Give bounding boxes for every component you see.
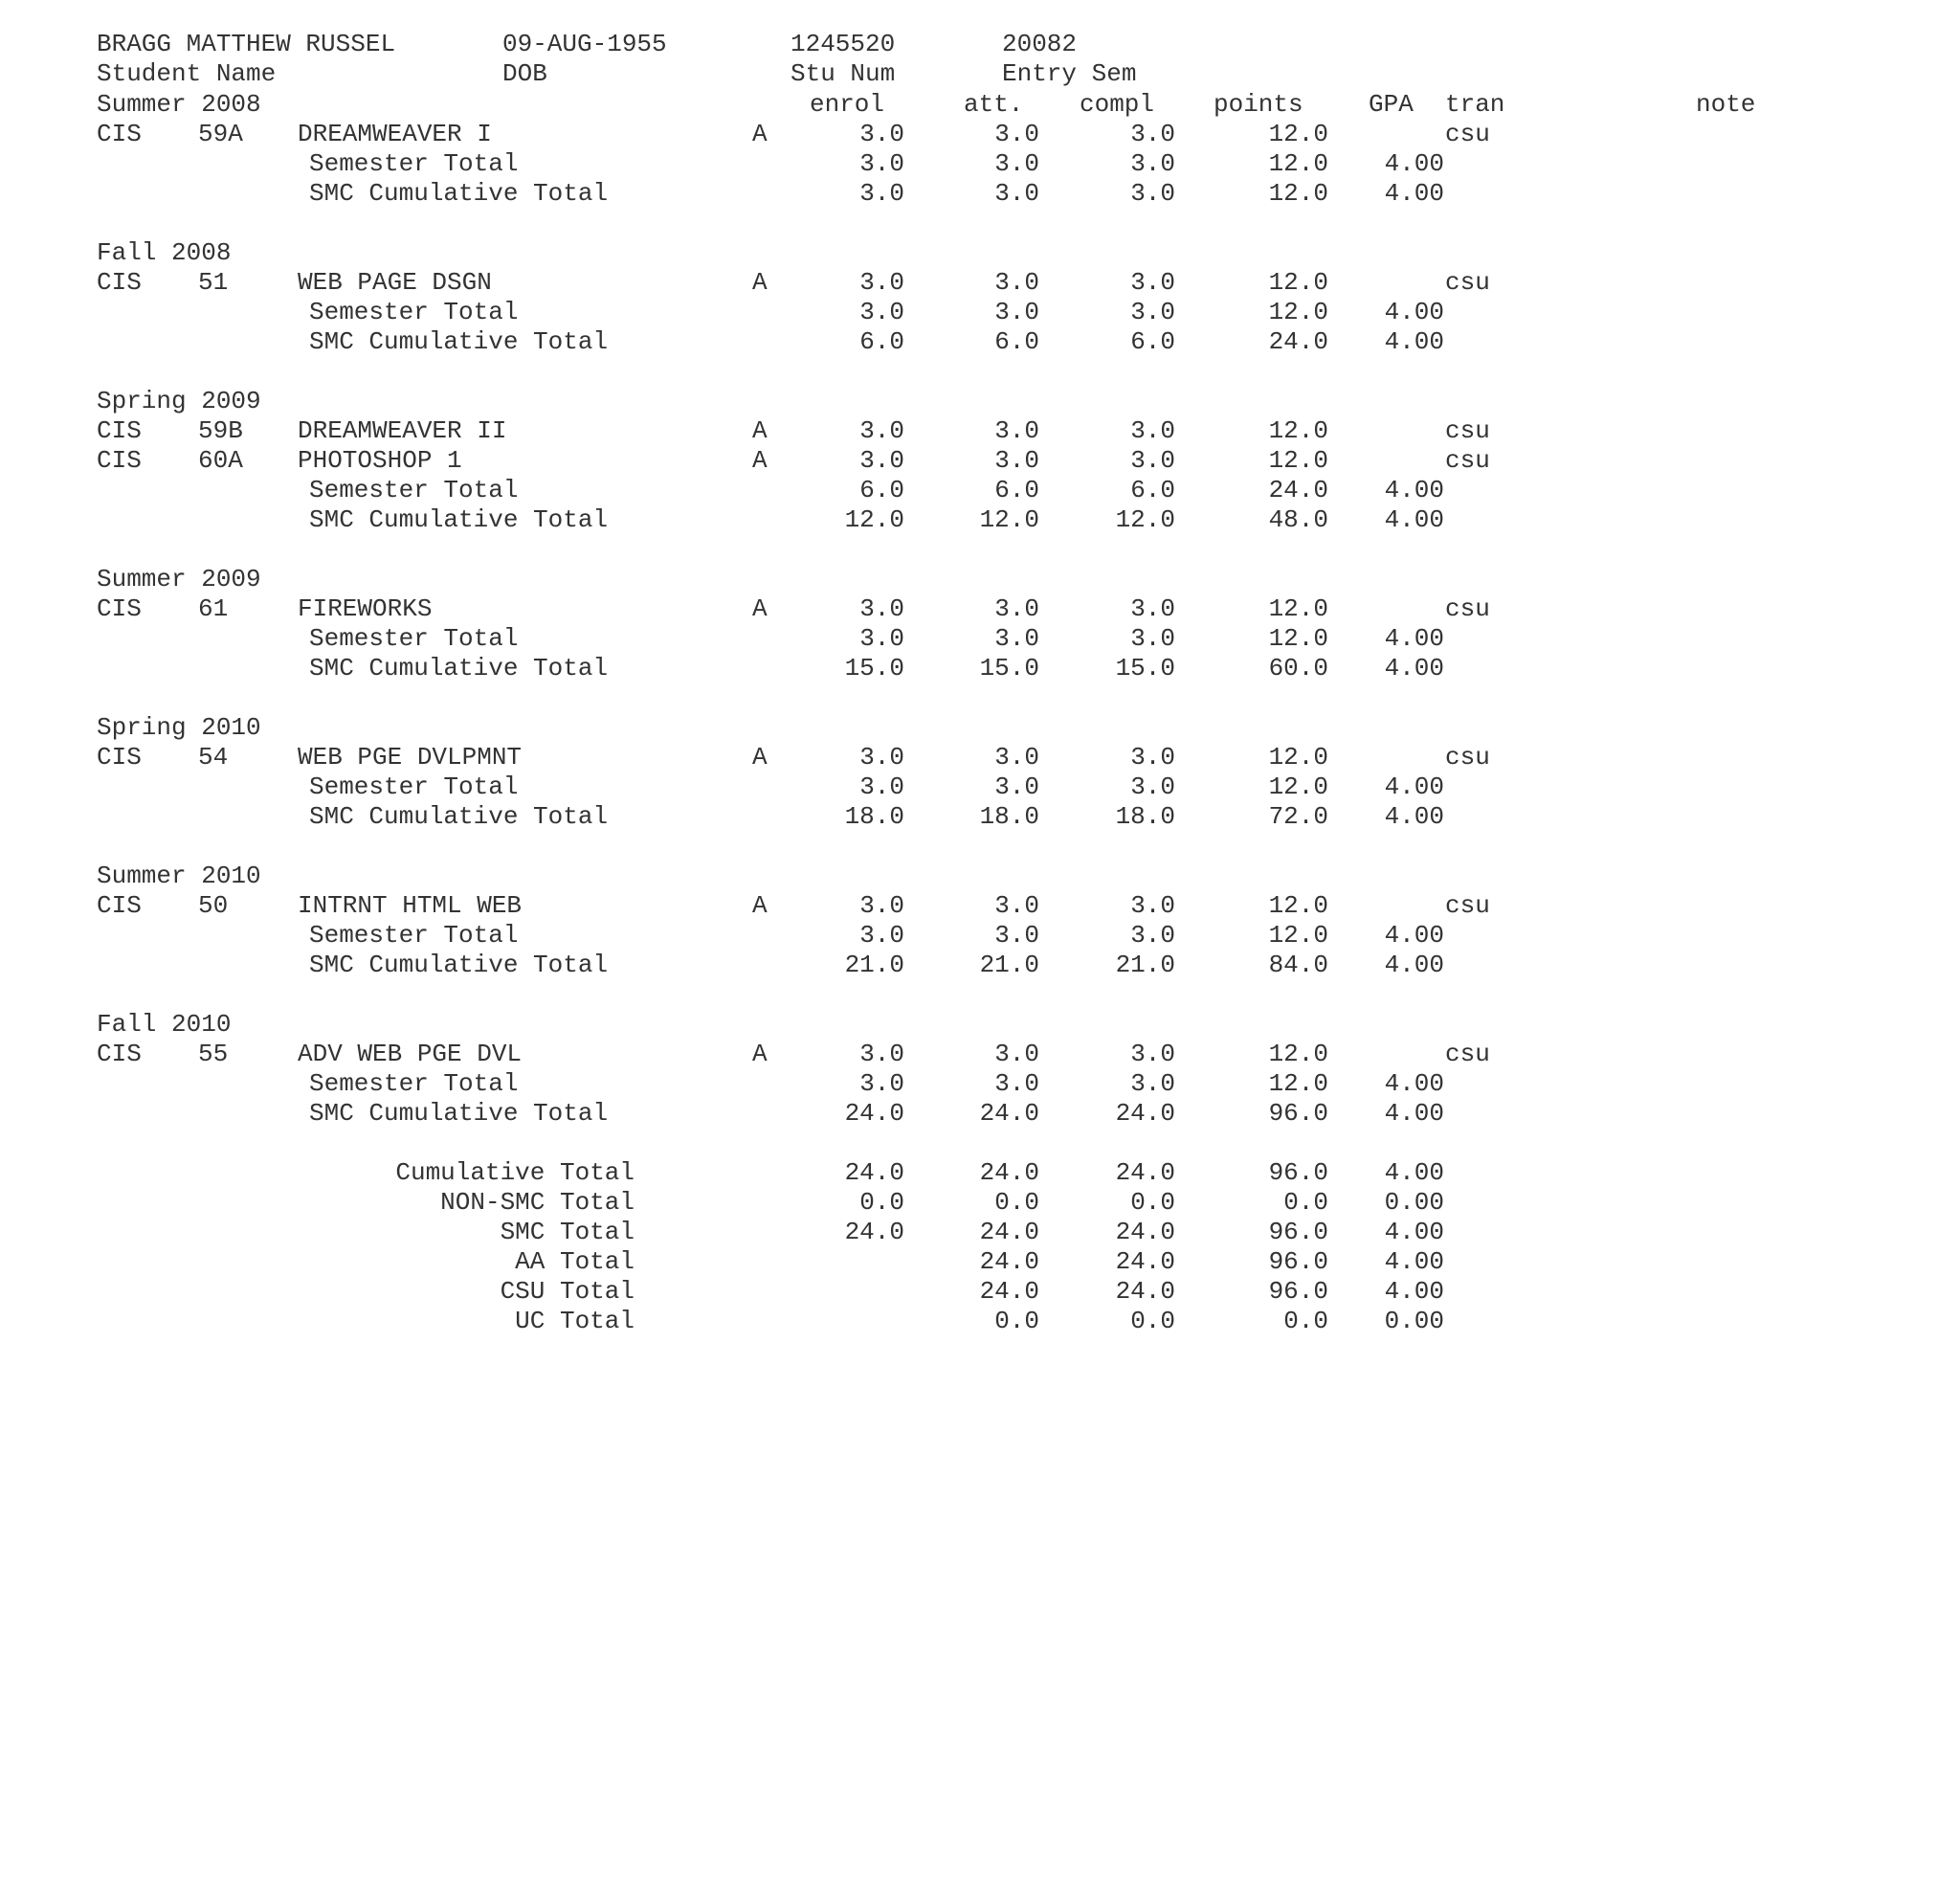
col-header-tran: tran bbox=[1445, 90, 1505, 119]
course-transfer: csu bbox=[1445, 594, 1490, 623]
entry-sem-value: 20082 bbox=[1002, 30, 1078, 58]
semester-total-gpa: 4.00 bbox=[1384, 149, 1444, 178]
semester-total-gpa: 4.00 bbox=[1384, 298, 1444, 326]
course-grade: A bbox=[752, 446, 768, 475]
course-number: 59B bbox=[198, 416, 243, 445]
semester-total-label: Semester Total bbox=[309, 772, 519, 801]
semester-total-label: Semester Total bbox=[309, 149, 519, 178]
course-points: 12.0 bbox=[1268, 416, 1328, 445]
dob-label: DOB bbox=[502, 59, 547, 88]
summary-att: 24.0 bbox=[979, 1277, 1039, 1306]
course-dept: CIS bbox=[97, 268, 142, 297]
cumulative-total-gpa: 4.00 bbox=[1384, 654, 1444, 683]
semester-term-label: Summer 2009 bbox=[97, 565, 261, 593]
summary-gpa: 0.00 bbox=[1384, 1307, 1444, 1335]
semester-total-compl: 3.0 bbox=[1130, 921, 1175, 950]
summary-att: 24.0 bbox=[979, 1218, 1039, 1246]
course-att: 3.0 bbox=[994, 743, 1039, 772]
semester-total-enrol: 3.0 bbox=[859, 298, 904, 326]
entry-sem-label: Entry Sem bbox=[1002, 59, 1137, 88]
cumulative-total-label: SMC Cumulative Total bbox=[309, 327, 609, 356]
course-compl: 3.0 bbox=[1130, 891, 1175, 920]
semester-term-label: Fall 2008 bbox=[97, 238, 232, 267]
semester-total-enrol: 3.0 bbox=[859, 149, 904, 178]
semester-total-enrol: 3.0 bbox=[859, 1069, 904, 1098]
col-header-note: note bbox=[1696, 90, 1756, 119]
course-title: WEB PGE DVLPMNT bbox=[298, 743, 523, 772]
course-compl: 3.0 bbox=[1130, 1040, 1175, 1068]
semester-total-enrol: 6.0 bbox=[859, 476, 904, 504]
summary-enrol: 24.0 bbox=[844, 1218, 904, 1246]
cumulative-total-compl: 12.0 bbox=[1115, 505, 1175, 534]
semester-total-att: 3.0 bbox=[994, 149, 1039, 178]
cumulative-total-points: 96.0 bbox=[1268, 1099, 1328, 1128]
cumulative-total-compl: 18.0 bbox=[1115, 802, 1175, 831]
cumulative-total-enrol: 24.0 bbox=[844, 1099, 904, 1128]
cumulative-total-points: 60.0 bbox=[1268, 654, 1328, 683]
cumulative-total-gpa: 4.00 bbox=[1384, 505, 1444, 534]
cumulative-total-att: 3.0 bbox=[994, 179, 1039, 208]
course-grade: A bbox=[752, 594, 768, 623]
course-grade: A bbox=[752, 120, 768, 148]
course-att: 3.0 bbox=[994, 891, 1039, 920]
semester-total-att: 3.0 bbox=[994, 772, 1039, 801]
cumulative-total-compl: 21.0 bbox=[1115, 951, 1175, 979]
summary-label: Cumulative Total bbox=[395, 1158, 635, 1187]
semester-total-att: 3.0 bbox=[994, 921, 1039, 950]
course-grade: A bbox=[752, 416, 768, 445]
summary-att: 0.0 bbox=[994, 1307, 1039, 1335]
course-dept: CIS bbox=[97, 743, 142, 772]
course-title: INTRNT HTML WEB bbox=[298, 891, 523, 920]
semester-total-enrol: 3.0 bbox=[859, 772, 904, 801]
course-points: 12.0 bbox=[1268, 594, 1328, 623]
cumulative-total-gpa: 4.00 bbox=[1384, 1099, 1444, 1128]
course-points: 12.0 bbox=[1268, 1040, 1328, 1068]
cumulative-total-points: 84.0 bbox=[1268, 951, 1328, 979]
course-title: FIREWORKS bbox=[298, 594, 433, 623]
course-enrol: 3.0 bbox=[859, 268, 904, 297]
student-name-label: Student Name bbox=[97, 59, 277, 88]
course-number: 54 bbox=[198, 743, 229, 772]
cumulative-total-enrol: 18.0 bbox=[844, 802, 904, 831]
semester-total-points: 12.0 bbox=[1268, 624, 1328, 653]
summary-points: 0.0 bbox=[1283, 1188, 1328, 1217]
col-header-compl: compl bbox=[1080, 90, 1155, 119]
summary-compl: 0.0 bbox=[1130, 1307, 1175, 1335]
summary-compl: 24.0 bbox=[1115, 1247, 1175, 1276]
semester-total-compl: 3.0 bbox=[1130, 149, 1175, 178]
cumulative-total-enrol: 6.0 bbox=[859, 327, 904, 356]
col-header-points: points bbox=[1214, 90, 1303, 119]
cumulative-total-compl: 24.0 bbox=[1115, 1099, 1175, 1128]
course-att: 3.0 bbox=[994, 1040, 1039, 1068]
cumulative-total-label: SMC Cumulative Total bbox=[309, 654, 609, 683]
cumulative-total-label: SMC Cumulative Total bbox=[309, 1099, 609, 1128]
semester-total-points: 12.0 bbox=[1268, 298, 1328, 326]
cumulative-total-points: 72.0 bbox=[1268, 802, 1328, 831]
summary-att: 24.0 bbox=[979, 1247, 1039, 1276]
course-enrol: 3.0 bbox=[859, 446, 904, 475]
cumulative-total-points: 48.0 bbox=[1268, 505, 1328, 534]
cumulative-total-compl: 6.0 bbox=[1130, 327, 1175, 356]
summary-enrol: 24.0 bbox=[844, 1158, 904, 1187]
semester-total-enrol: 3.0 bbox=[859, 921, 904, 950]
col-header-gpa: GPA bbox=[1369, 90, 1414, 119]
course-dept: CIS bbox=[97, 1040, 142, 1068]
col-header-att: att. bbox=[964, 90, 1024, 119]
cumulative-total-att: 24.0 bbox=[979, 1099, 1039, 1128]
course-transfer: csu bbox=[1445, 743, 1490, 772]
cumulative-total-label: SMC Cumulative Total bbox=[309, 179, 609, 208]
semester-total-label: Semester Total bbox=[309, 476, 519, 504]
dob-value: 09-AUG-1955 bbox=[502, 30, 667, 58]
course-dept: CIS bbox=[97, 416, 142, 445]
semester-total-compl: 3.0 bbox=[1130, 298, 1175, 326]
summary-att: 24.0 bbox=[979, 1158, 1039, 1187]
course-grade: A bbox=[752, 891, 768, 920]
course-points: 12.0 bbox=[1268, 891, 1328, 920]
course-transfer: csu bbox=[1445, 120, 1490, 148]
course-dept: CIS bbox=[97, 446, 142, 475]
course-enrol: 3.0 bbox=[859, 120, 904, 148]
cumulative-total-att: 21.0 bbox=[979, 951, 1039, 979]
summary-gpa: 4.00 bbox=[1384, 1277, 1444, 1306]
course-number: 51 bbox=[198, 268, 229, 297]
summary-points: 96.0 bbox=[1268, 1158, 1328, 1187]
course-att: 3.0 bbox=[994, 416, 1039, 445]
course-number: 50 bbox=[198, 891, 229, 920]
course-title: PHOTOSHOP 1 bbox=[298, 446, 462, 475]
semester-total-att: 3.0 bbox=[994, 1069, 1039, 1098]
course-grade: A bbox=[752, 268, 768, 297]
course-compl: 3.0 bbox=[1130, 446, 1175, 475]
course-enrol: 3.0 bbox=[859, 1040, 904, 1068]
course-number: 55 bbox=[198, 1040, 229, 1068]
cumulative-total-att: 6.0 bbox=[994, 327, 1039, 356]
col-header-enrol: enrol bbox=[810, 90, 885, 119]
cumulative-total-gpa: 4.00 bbox=[1384, 951, 1444, 979]
semester-term-label: Spring 2010 bbox=[97, 713, 261, 742]
summary-label: NON-SMC Total bbox=[440, 1188, 635, 1217]
semester-total-label: Semester Total bbox=[309, 624, 519, 653]
cumulative-total-label: SMC Cumulative Total bbox=[309, 951, 609, 979]
semester-total-att: 6.0 bbox=[994, 476, 1039, 504]
course-number: 60A bbox=[198, 446, 243, 475]
cumulative-total-att: 12.0 bbox=[979, 505, 1039, 534]
course-number: 61 bbox=[198, 594, 229, 623]
course-enrol: 3.0 bbox=[859, 743, 904, 772]
semester-term-label: Fall 2010 bbox=[97, 1010, 232, 1039]
semester-total-points: 24.0 bbox=[1268, 476, 1328, 504]
course-compl: 3.0 bbox=[1130, 416, 1175, 445]
course-dept: CIS bbox=[97, 891, 142, 920]
semester-total-label: Semester Total bbox=[309, 921, 519, 950]
cumulative-total-enrol: 12.0 bbox=[844, 505, 904, 534]
course-grade: A bbox=[752, 743, 768, 772]
semester-term-label: Spring 2009 bbox=[97, 387, 261, 415]
summary-label: SMC Total bbox=[500, 1218, 635, 1246]
cumulative-total-gpa: 4.00 bbox=[1384, 327, 1444, 356]
course-att: 3.0 bbox=[994, 120, 1039, 148]
course-points: 12.0 bbox=[1268, 120, 1328, 148]
summary-points: 96.0 bbox=[1268, 1247, 1328, 1276]
course-dept: CIS bbox=[97, 120, 142, 148]
summary-label: UC Total bbox=[515, 1307, 635, 1335]
cumulative-total-gpa: 4.00 bbox=[1384, 179, 1444, 208]
cumulative-total-compl: 15.0 bbox=[1115, 654, 1175, 683]
semester-total-compl: 3.0 bbox=[1130, 772, 1175, 801]
summary-points: 96.0 bbox=[1268, 1277, 1328, 1306]
semester-total-att: 3.0 bbox=[994, 624, 1039, 653]
semester-total-points: 12.0 bbox=[1268, 772, 1328, 801]
stu-num-value: 1245520 bbox=[791, 30, 896, 58]
cumulative-total-gpa: 4.00 bbox=[1384, 802, 1444, 831]
summary-points: 96.0 bbox=[1268, 1218, 1328, 1246]
cumulative-total-att: 15.0 bbox=[979, 654, 1039, 683]
course-compl: 3.0 bbox=[1130, 594, 1175, 623]
course-enrol: 3.0 bbox=[859, 594, 904, 623]
cumulative-total-label: SMC Cumulative Total bbox=[309, 802, 609, 831]
cumulative-total-compl: 3.0 bbox=[1130, 179, 1175, 208]
semester-total-points: 12.0 bbox=[1268, 149, 1328, 178]
student-name-value: BRAGG MATTHEW RUSSEL bbox=[97, 30, 396, 58]
course-title: ADV WEB PGE DVL bbox=[298, 1040, 523, 1068]
semester-total-gpa: 4.00 bbox=[1384, 624, 1444, 653]
course-compl: 3.0 bbox=[1130, 743, 1175, 772]
semester-total-gpa: 4.00 bbox=[1384, 772, 1444, 801]
course-title: DREAMWEAVER I bbox=[298, 120, 492, 148]
summary-compl: 0.0 bbox=[1130, 1188, 1175, 1217]
course-transfer: csu bbox=[1445, 891, 1490, 920]
semester-total-gpa: 4.00 bbox=[1384, 476, 1444, 504]
semester-total-points: 12.0 bbox=[1268, 1069, 1328, 1098]
semester-total-label: Semester Total bbox=[309, 1069, 519, 1098]
cumulative-total-enrol: 3.0 bbox=[859, 179, 904, 208]
course-number: 59A bbox=[198, 120, 243, 148]
summary-gpa: 4.00 bbox=[1384, 1158, 1444, 1187]
course-enrol: 3.0 bbox=[859, 416, 904, 445]
cumulative-total-att: 18.0 bbox=[979, 802, 1039, 831]
semester-total-att: 3.0 bbox=[994, 298, 1039, 326]
cumulative-total-enrol: 15.0 bbox=[844, 654, 904, 683]
summary-gpa: 4.00 bbox=[1384, 1218, 1444, 1246]
semester-total-points: 12.0 bbox=[1268, 921, 1328, 950]
summary-att: 0.0 bbox=[994, 1188, 1039, 1217]
summary-gpa: 4.00 bbox=[1384, 1247, 1444, 1276]
cumulative-total-enrol: 21.0 bbox=[844, 951, 904, 979]
summary-enrol: 0.0 bbox=[859, 1188, 904, 1217]
semester-total-gpa: 4.00 bbox=[1384, 1069, 1444, 1098]
cumulative-total-points: 24.0 bbox=[1268, 327, 1328, 356]
course-transfer: csu bbox=[1445, 268, 1490, 297]
course-points: 12.0 bbox=[1268, 268, 1328, 297]
course-transfer: csu bbox=[1445, 446, 1490, 475]
cumulative-total-label: SMC Cumulative Total bbox=[309, 505, 609, 534]
course-grade: A bbox=[752, 1040, 768, 1068]
course-att: 3.0 bbox=[994, 446, 1039, 475]
semester-total-compl: 3.0 bbox=[1130, 1069, 1175, 1098]
course-dept: CIS bbox=[97, 594, 142, 623]
course-transfer: csu bbox=[1445, 1040, 1490, 1068]
cumulative-total-points: 12.0 bbox=[1268, 179, 1328, 208]
course-points: 12.0 bbox=[1268, 446, 1328, 475]
course-title: DREAMWEAVER II bbox=[298, 416, 507, 445]
summary-compl: 24.0 bbox=[1115, 1277, 1175, 1306]
course-att: 3.0 bbox=[994, 268, 1039, 297]
course-points: 12.0 bbox=[1268, 743, 1328, 772]
summary-label: CSU Total bbox=[500, 1277, 635, 1306]
semester-total-compl: 6.0 bbox=[1130, 476, 1175, 504]
stu-num-label: Stu Num bbox=[791, 59, 896, 88]
course-att: 3.0 bbox=[994, 594, 1039, 623]
summary-label: AA Total bbox=[515, 1247, 635, 1276]
semester-total-gpa: 4.00 bbox=[1384, 921, 1444, 950]
summary-compl: 24.0 bbox=[1115, 1218, 1175, 1246]
course-compl: 3.0 bbox=[1130, 268, 1175, 297]
course-transfer: csu bbox=[1445, 416, 1490, 445]
semester-term-label: Summer 2008 bbox=[97, 90, 261, 119]
course-enrol: 3.0 bbox=[859, 891, 904, 920]
summary-gpa: 0.00 bbox=[1384, 1188, 1444, 1217]
semester-total-label: Semester Total bbox=[309, 298, 519, 326]
summary-points: 0.0 bbox=[1283, 1307, 1328, 1335]
course-title: WEB PAGE DSGN bbox=[298, 268, 492, 297]
course-compl: 3.0 bbox=[1130, 120, 1175, 148]
semester-term-label: Summer 2010 bbox=[97, 862, 261, 890]
semester-total-enrol: 3.0 bbox=[859, 624, 904, 653]
semester-total-compl: 3.0 bbox=[1130, 624, 1175, 653]
summary-compl: 24.0 bbox=[1115, 1158, 1175, 1187]
